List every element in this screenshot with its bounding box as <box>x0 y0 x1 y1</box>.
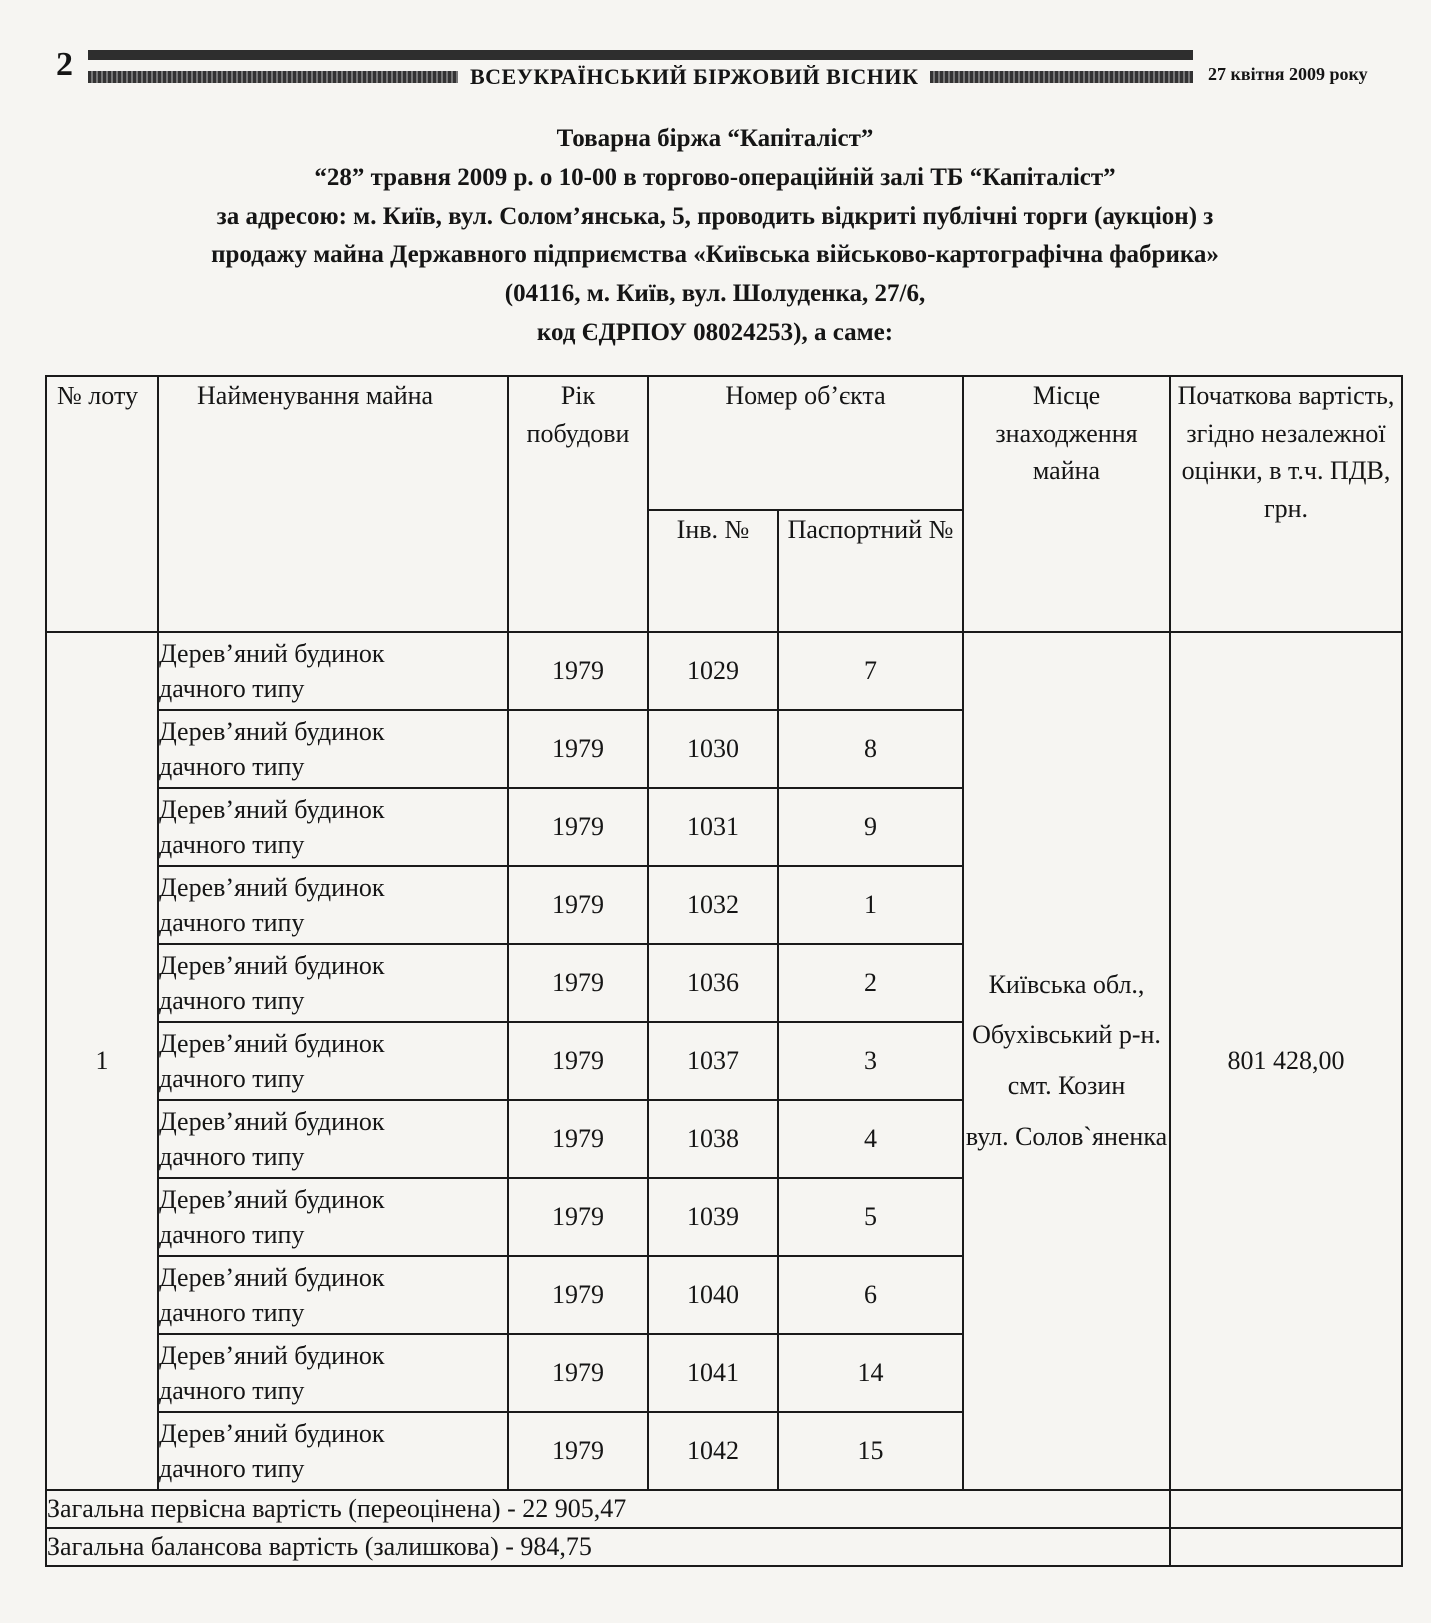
total-original-row <box>46 1490 1402 1528</box>
item-year: 1979 <box>508 1256 648 1334</box>
header-band <box>88 64 1193 90</box>
item-name: Дерев’яний будинок дачного типу <box>158 944 508 1022</box>
item-name: Дерев’яний будинок дачного типу <box>158 632 508 710</box>
header-object-number: Номер об’єкта <box>648 376 963 510</box>
total-balance-row <box>46 1528 1402 1566</box>
item-year: 1979 <box>508 1100 648 1178</box>
total-blank-cell <box>1170 1490 1402 1528</box>
item-inv: 1042 <box>648 1412 778 1490</box>
header-rule <box>88 50 1193 60</box>
item-name: Дерев’яний будинок дачного типу <box>158 1178 508 1256</box>
starting-price: 801 428,00 <box>1170 632 1402 1490</box>
item-name: Дерев’яний будинок дачного типу <box>158 1412 508 1490</box>
announcement-line: Товарна біржа “Капіталіст” <box>556 125 874 152</box>
issue-date: 27 квітня 2009 року <box>1208 64 1368 84</box>
announcement-line: за адресою: м. Київ, вул. Солом’янська, 5, проводить відкриті публічні торги (аукціон) з <box>216 202 1214 230</box>
item-inv: 1036 <box>648 944 778 1022</box>
announcement-line: продажу майна Державного підприємства «Київська військово-картографічна фабрика» <box>211 241 1219 269</box>
item-year: 1979 <box>508 710 648 788</box>
item-year: 1979 <box>508 788 648 866</box>
total-balance-value: Загальна балансова вартість (залишкова) - 984,75 <box>46 1528 1170 1566</box>
item-passport: 5 <box>778 1178 963 1256</box>
header-name: Найменування майна <box>158 376 508 632</box>
item-name: Дерев’яний будинок дачного типу <box>158 1100 508 1178</box>
item-year: 1979 <box>508 1178 648 1256</box>
header-inv: Інв. № <box>648 510 778 632</box>
item-passport: 7 <box>778 632 963 710</box>
header-location: Місце знаходження майна <box>963 376 1170 632</box>
band-right <box>930 71 1193 83</box>
item-passport: 9 <box>778 788 963 866</box>
item-passport: 8 <box>778 710 963 788</box>
total-blank-cell <box>1170 1528 1402 1566</box>
location: Київська обл., Обухівський р-н. смт. Козин вул. Солов`яненка <box>963 632 1170 1490</box>
band-left <box>88 71 458 83</box>
announcement-line: код ЄДРПОУ 08024253), а саме: <box>536 318 894 346</box>
item-passport: 14 <box>778 1334 963 1412</box>
table-row <box>46 632 1402 710</box>
announcement <box>60 120 1370 353</box>
item-inv: 1037 <box>648 1022 778 1100</box>
item-name: Дерев’яний будинок дачного типу <box>158 866 508 944</box>
item-name: Дерев’яний будинок дачного типу <box>158 1334 508 1412</box>
item-year: 1979 <box>508 1334 648 1412</box>
item-passport: 2 <box>778 944 963 1022</box>
item-inv: 1031 <box>648 788 778 866</box>
item-year: 1979 <box>508 1412 648 1490</box>
item-inv: 1030 <box>648 710 778 788</box>
item-name: Дерев’яний будинок дачного типу <box>158 710 508 788</box>
item-name: Дерев’яний будинок дачного типу <box>158 1256 508 1334</box>
item-name: Дерев’яний будинок дачного типу <box>158 788 508 866</box>
item-name: Дерев’яний будинок дачного типу <box>158 1022 508 1100</box>
item-passport: 15 <box>778 1412 963 1490</box>
header-year: Рік побудови <box>508 376 648 632</box>
header-price: Початкова вартість, згідно незалежної оцінки, в т.ч. ПДВ, грн. <box>1170 376 1402 632</box>
item-inv: 1029 <box>648 632 778 710</box>
lot-number: 1 <box>46 632 158 1490</box>
item-passport: 1 <box>778 866 963 944</box>
item-inv: 1039 <box>648 1178 778 1256</box>
item-year: 1979 <box>508 866 648 944</box>
item-year: 1979 <box>508 944 648 1022</box>
item-year: 1979 <box>508 1022 648 1100</box>
item-passport: 4 <box>778 1100 963 1178</box>
header-lot: № лоту <box>46 376 158 632</box>
journal-title: ВСЕУКРАЇНСЬКИЙ БІРЖОВИЙ ВІСНИК <box>470 64 919 89</box>
item-year: 1979 <box>508 632 648 710</box>
item-passport: 3 <box>778 1022 963 1100</box>
announcement-line: (04116, м. Київ, вул. Шолуденка, 27/6, <box>504 280 926 307</box>
item-inv: 1040 <box>648 1256 778 1334</box>
lots-table <box>45 375 1403 1567</box>
total-original-value: Загальна первісна вартість (переоцінена) - 22 905,47 <box>46 1490 1170 1528</box>
item-inv: 1032 <box>648 866 778 944</box>
header-passport: Паспортний № <box>778 510 963 632</box>
item-inv: 1041 <box>648 1334 778 1412</box>
item-inv: 1038 <box>648 1100 778 1178</box>
item-passport: 6 <box>778 1256 963 1334</box>
page-number: 2 <box>56 46 73 83</box>
announcement-line: “28” травня 2009 р. о 10-00 в торгово-операційній залі ТБ “Капіталіст” <box>314 163 1116 191</box>
